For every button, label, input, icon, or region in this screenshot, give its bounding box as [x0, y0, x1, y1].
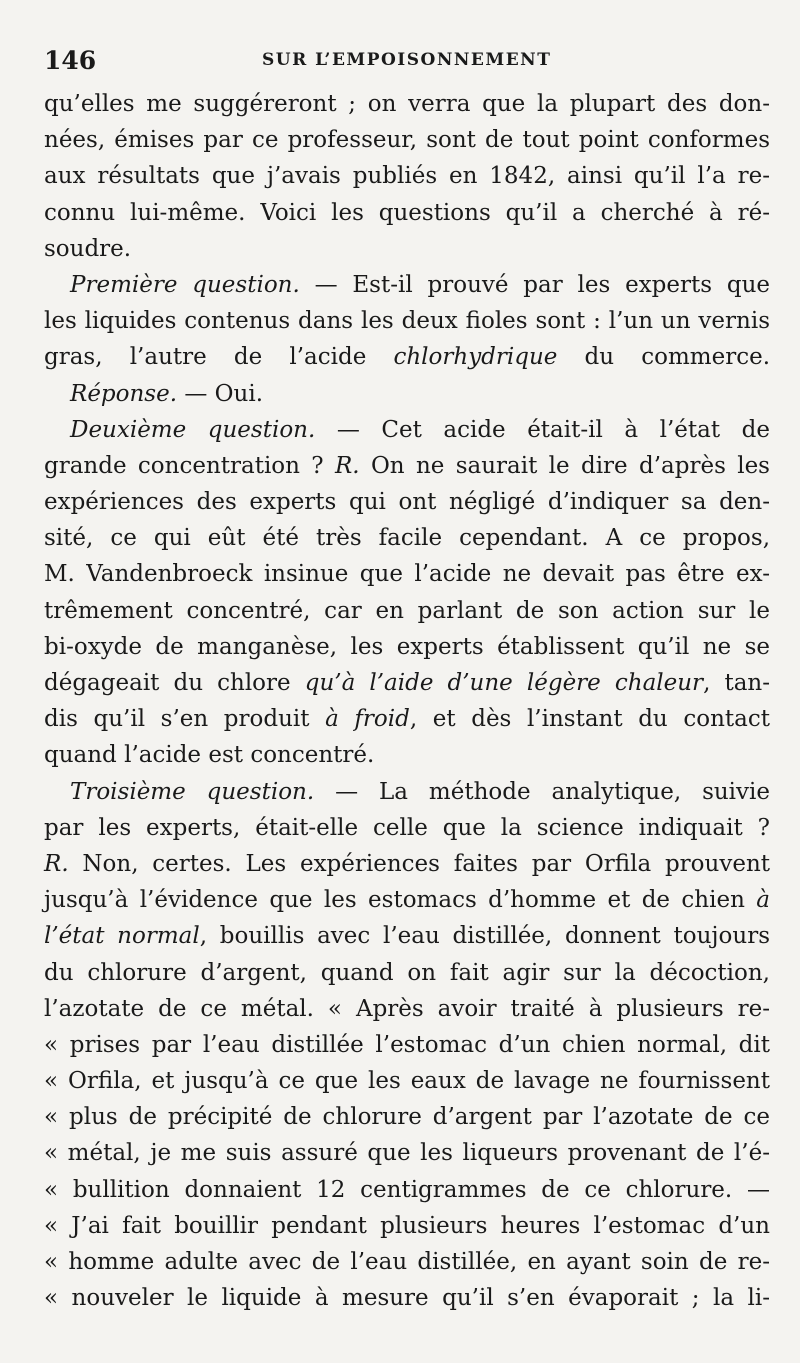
text-span: Non, certes. Les expériences faites par Orfila prouvent: [68, 850, 770, 877]
text-span: — Est-il prouvé par les experts que: [299, 271, 770, 298]
italic-span: Deuxième question.: [70, 416, 316, 443]
italic-span: R.: [44, 850, 69, 877]
italic-span: à froid: [325, 706, 410, 733]
text-line: [44, 629, 770, 665]
text-line: [44, 846, 770, 882]
text-line: [44, 955, 770, 991]
text-span: « homme adulte avec de l’eau distillée, en ayant soin de re-: [44, 1249, 770, 1275]
text-line: [44, 86, 770, 122]
italic-span: Réponse.: [70, 380, 178, 407]
text-line: [44, 556, 770, 592]
text-line: [44, 774, 770, 810]
text-line: [44, 267, 770, 303]
text-span: expériences des experts qui ont négligé d’indiquer sa den-: [44, 489, 770, 516]
italic-span: chlorhydrique: [393, 344, 558, 371]
text-line: [44, 339, 770, 375]
italic-span: Troisième question.: [70, 778, 315, 805]
text-line: [44, 195, 770, 231]
text-line: [44, 737, 770, 773]
text-span: grande concentration ?: [44, 452, 335, 479]
text-span: — Oui.: [177, 380, 264, 407]
text-line: [44, 1027, 770, 1063]
text-span: sité, ce qui eût été très facile cependant. A ce propos,: [44, 525, 770, 552]
italic-span: qu’à l’aide d’une légère chaleur: [304, 670, 704, 696]
italic-span: l’état normal: [44, 923, 200, 950]
text-line: [44, 701, 770, 737]
text-line: [44, 810, 770, 846]
text-line: [44, 122, 770, 158]
text-span: les liquides contenus dans les deux fioles sont : l’un un vernis: [44, 308, 770, 335]
text-span: — Cet acide était-il à l’état de: [315, 416, 770, 443]
text-line: [44, 158, 770, 194]
page-number: 146: [44, 46, 97, 75]
text-line: [44, 1280, 770, 1316]
text-span: « bullition donnaient 12 centigrammes de ce chlorure. —: [44, 1176, 770, 1203]
text-line: [44, 1172, 770, 1208]
italic-span: Première question.: [70, 271, 300, 298]
text-span: « prises par l’eau distillée l’estomac d’un chien normal, dit: [44, 1031, 770, 1058]
text-span: connu lui-même. Voici les questions qu’il a cherché à ré-: [44, 199, 770, 226]
text-span: quand l’acide est concentré.: [44, 742, 375, 769]
text-line: [44, 1208, 770, 1244]
text-span: nées, émises par ce professeur, sont de tout point conformes: [44, 127, 770, 154]
text-line: [44, 991, 770, 1027]
text-line: [44, 412, 770, 448]
text-span: « plus de précipité de chlorure d’argent par l’azotate de ce: [44, 1104, 770, 1131]
running-head: SUR L’EMPOISONNEMENT: [262, 50, 552, 70]
text-line: [44, 1135, 770, 1171]
text-span: du commerce.: [557, 344, 770, 371]
text-span: « J’ai fait bouillir pendant plusieurs heures l’estomac d’un: [44, 1212, 770, 1239]
text-span: — La méthode analytique, suivie: [314, 778, 770, 805]
text-span: « nouveler le liquide à mesure qu’il s’en évaporait ; la li-: [44, 1285, 770, 1312]
text-span: l’azotate de ce métal. « Après avoir traité à plusieurs re-: [44, 995, 770, 1022]
text-span: gras, l’autre de l’acide: [44, 344, 394, 371]
text-span: dégageait du chlore: [44, 670, 305, 696]
text-span: , bouillis avec l’eau distillée, donnent toujours: [199, 923, 771, 950]
text-line: [44, 665, 770, 701]
italic-span: R.: [334, 452, 360, 479]
text-line: [44, 1099, 770, 1135]
text-span: On ne saurait le dire d’après les: [359, 452, 770, 479]
text-line: [44, 918, 770, 954]
text-span: bi-oxyde de manganèse, les experts établissent qu’il ne se: [44, 633, 770, 660]
text-span: , et dès l’instant du contact: [409, 706, 770, 733]
text-span: , tan-: [703, 670, 770, 696]
text-line: [44, 1244, 770, 1280]
text-span: soudre.: [44, 235, 132, 262]
text-span: trêmement concentré, car en parlant de son action sur le: [44, 597, 770, 624]
text-line: [44, 376, 770, 412]
text-span: jusqu’à l’évidence que les estomacs d’homme et de chien: [44, 887, 757, 914]
page-header: [44, 40, 770, 80]
text-span: « Orfila, et jusqu’à ce que les eaux de lavage ne fournissent: [44, 1068, 770, 1095]
body-text: [44, 86, 770, 1316]
text-line: [44, 231, 770, 267]
text-line: [44, 1063, 770, 1099]
text-span: qu’elles me suggéreront ; on verra que la plupart des don-: [44, 91, 770, 117]
text-span: du chlorure d’argent, quand on fait agir sur la décoction,: [44, 959, 770, 986]
text-line: [44, 484, 770, 520]
text-line: [44, 303, 770, 339]
text-line: [44, 520, 770, 556]
text-span: dis qu’il s’en produit: [44, 706, 326, 733]
text-line: [44, 593, 770, 629]
text-span: M. Vandenbroeck insinue que l’acide ne devait pas être ex-: [44, 561, 770, 588]
text-span: « métal, je me suis assuré que les liqueurs provenant de l’é-: [44, 1140, 770, 1167]
text-line: [44, 448, 770, 484]
italic-span: à: [756, 887, 770, 914]
text-span: par les experts, était-elle celle que la science indiquait ?: [44, 814, 770, 841]
text-span: aux résultats que j’avais publiés en 1842, ainsi qu’il l’a re-: [44, 163, 770, 190]
text-line: [44, 882, 770, 918]
